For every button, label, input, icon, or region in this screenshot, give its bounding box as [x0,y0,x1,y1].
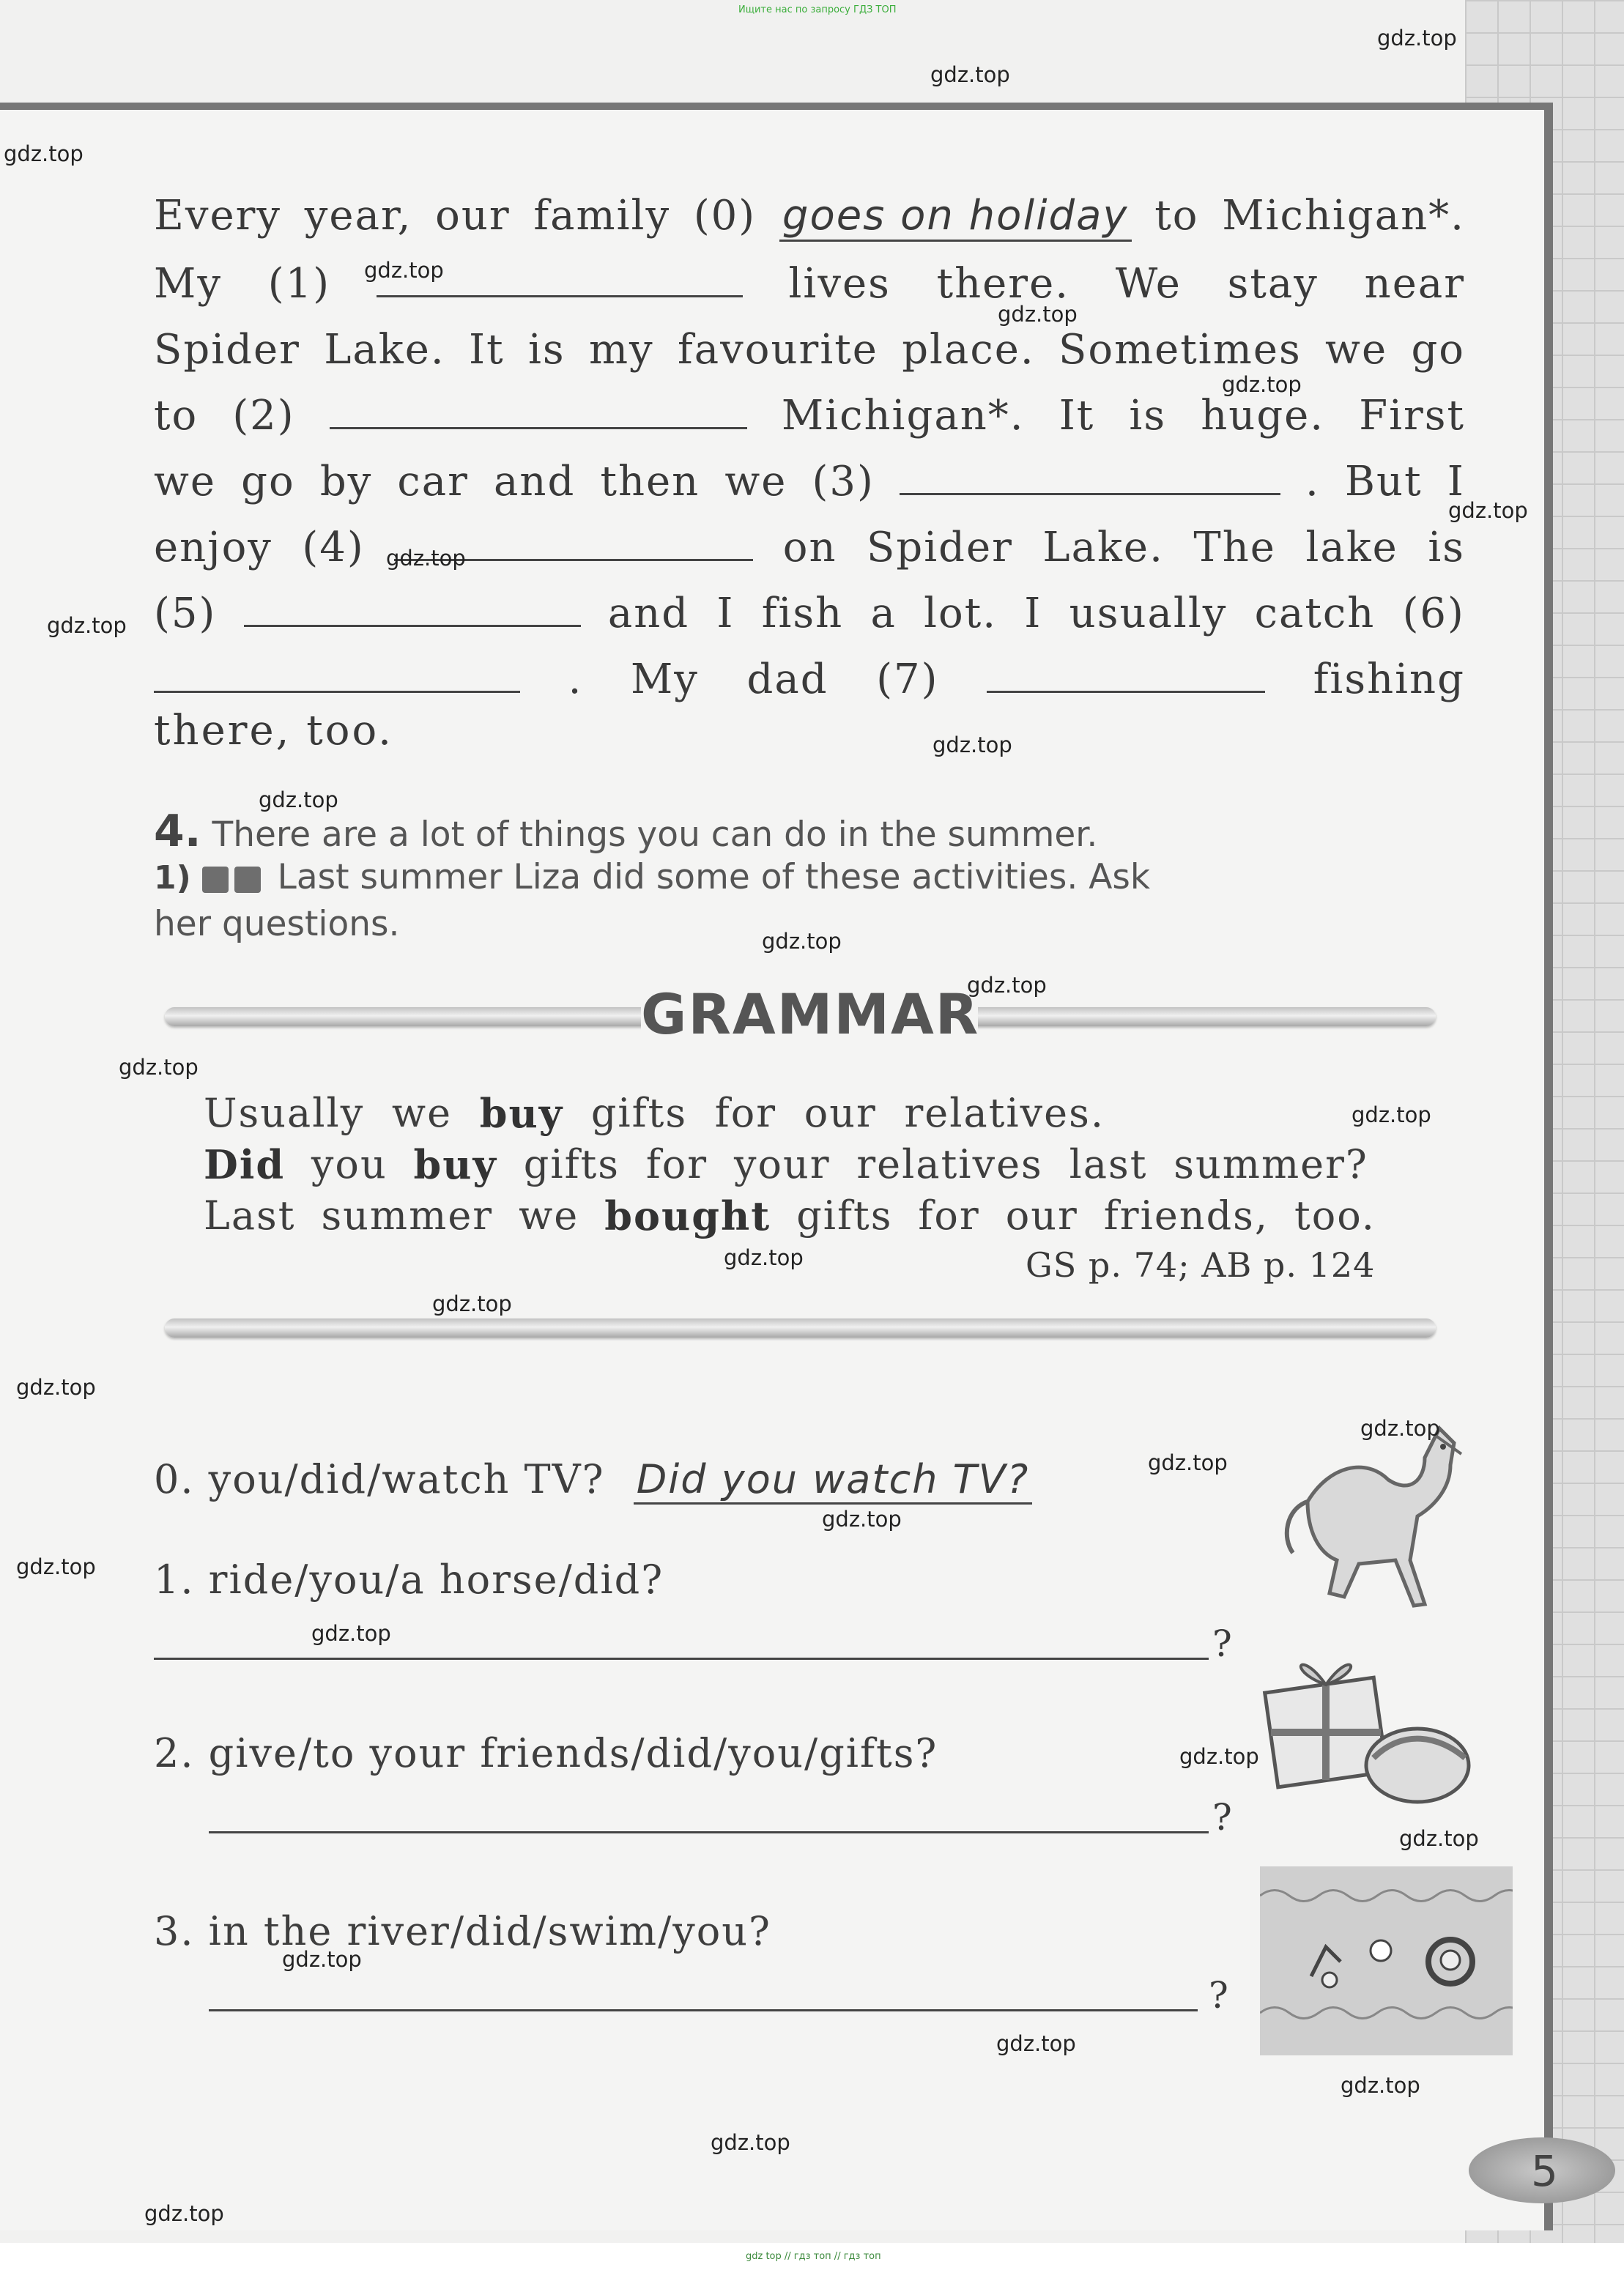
text-line-9: there, too. [154,707,393,754]
watermark: gdz.top [932,732,1012,757]
watermark: gdz.top [1360,1416,1440,1441]
watermark: gdz.top [364,258,444,283]
grammar-bar-bottom [165,1318,1436,1338]
watermark: gdz.top [432,1291,512,1316]
watermark: gdz.top [967,973,1047,998]
text-line-6: enjoy (4) on Spider Lake. The lake is [154,524,1465,571]
watermark: gdz.top [259,787,338,812]
qmark-1: ? [1212,1622,1232,1665]
home-icon [202,867,229,893]
watermark: gdz.top [996,2031,1076,2056]
watermark: gdz.top [1352,1102,1431,1127]
watermark: gdz.top [1179,1744,1259,1769]
text-line-7: (5) and I fish a lot. I usually catch (6) [154,590,1465,637]
text-line-5: we go by car and then we (3) . But I [154,458,1465,505]
footer-note: gdz top // гдз топ // гдз топ [746,2251,881,2262]
page-number-badge [1469,2137,1615,2203]
watermark: gdz.top [822,1507,902,1532]
horse-illustration [1278,1414,1491,1619]
gifts-illustration [1256,1641,1476,1817]
answer-line-2[interactable] [209,1831,1209,1833]
question-2: 2. give/to your friends/did/you/gifts? [154,1730,938,1776]
watermark: gdz.top [1399,1826,1479,1851]
blank-6 [154,661,520,693]
watermark: gdz.top [711,2130,790,2155]
qmark-2: ? [1212,1796,1232,1839]
task4-line2: 1) Last summer Liza did some of these activities. Ask [154,857,1151,897]
watermark: gdz.top [144,2201,224,2226]
answer-line-1[interactable] [154,1658,1209,1660]
watermark: gdz.top [1148,1450,1228,1475]
text-line-8: . My dad (7) fishing [154,656,1465,703]
watermark: gdz.top [724,1245,804,1270]
task4-line1: 4. There are a lot of things you can do in the summer. [154,806,1098,857]
example-answer: Did you watch TV? [634,1456,1033,1505]
grammar-sentence-2: Did you buy gifts for your relatives last summer? [204,1141,1368,1188]
text-line-3: Spider Lake. It is my favourite place. Sometimes we go [154,326,1465,374]
grammar-reference: GS p. 74; AB p. 124 [1026,1245,1376,1285]
watermark: gdz.top [1341,2073,1420,2098]
watermark: gdz.top [16,1554,96,1579]
qmark-3: ? [1209,1974,1228,2017]
watermark: gdz.top [998,302,1078,327]
example-0: 0. you/did/watch TV? Did you watch TV? [154,1456,1032,1502]
grammar-title: GRAMMAR [641,982,980,1047]
swimming-illustration [1260,1866,1513,2055]
blank-5 [244,596,581,627]
blank-2 [330,398,747,429]
header-note: Ищите нас по запросу ГДЗ ТОП [738,4,897,15]
text-line-2: My (1) lives there. We stay near [154,260,1465,308]
watermark: gdz.top [1222,372,1302,397]
task4-line3: her questions. [154,904,400,944]
watermark: gdz.top [386,546,466,571]
watermark: gdz.top [762,929,842,954]
watermark: gdz.top [4,141,84,166]
page-number: 5 [1531,2146,1558,2196]
watermark: gdz.top [16,1375,96,1400]
grammar-sentence-3: Last summer we bought gifts for our friends, too. [204,1193,1376,1239]
watermark: gdz.top [930,62,1010,87]
text-line-4: to (2) Michigan*. It is huge. First [154,392,1465,439]
task-number: 4. [154,806,201,857]
watermark: gdz.top [282,1947,362,1972]
watermark: gdz.top [311,1621,391,1646]
blank-3 [900,464,1280,495]
question-1: 1. ride/you/a horse/did? [154,1557,664,1603]
answer-line-3[interactable] [209,2009,1198,2011]
watermark: gdz.top [1448,498,1528,523]
text-line-1: Every year, our family (0) goes on holiday to Michigan*. [154,192,1465,242]
blank-7 [987,661,1265,693]
handwritten-answer: goes on holiday [779,192,1132,242]
watermark: gdz.top [47,613,127,638]
watermark: gdz.top [119,1055,199,1080]
watermark: gdz.top [1377,26,1457,51]
question-3: 3. in the river/did/swim/you? [154,1908,772,1954]
search-icon [234,867,261,893]
grammar-sentence-1: Usually we buy gifts for our relatives. [204,1090,1105,1137]
